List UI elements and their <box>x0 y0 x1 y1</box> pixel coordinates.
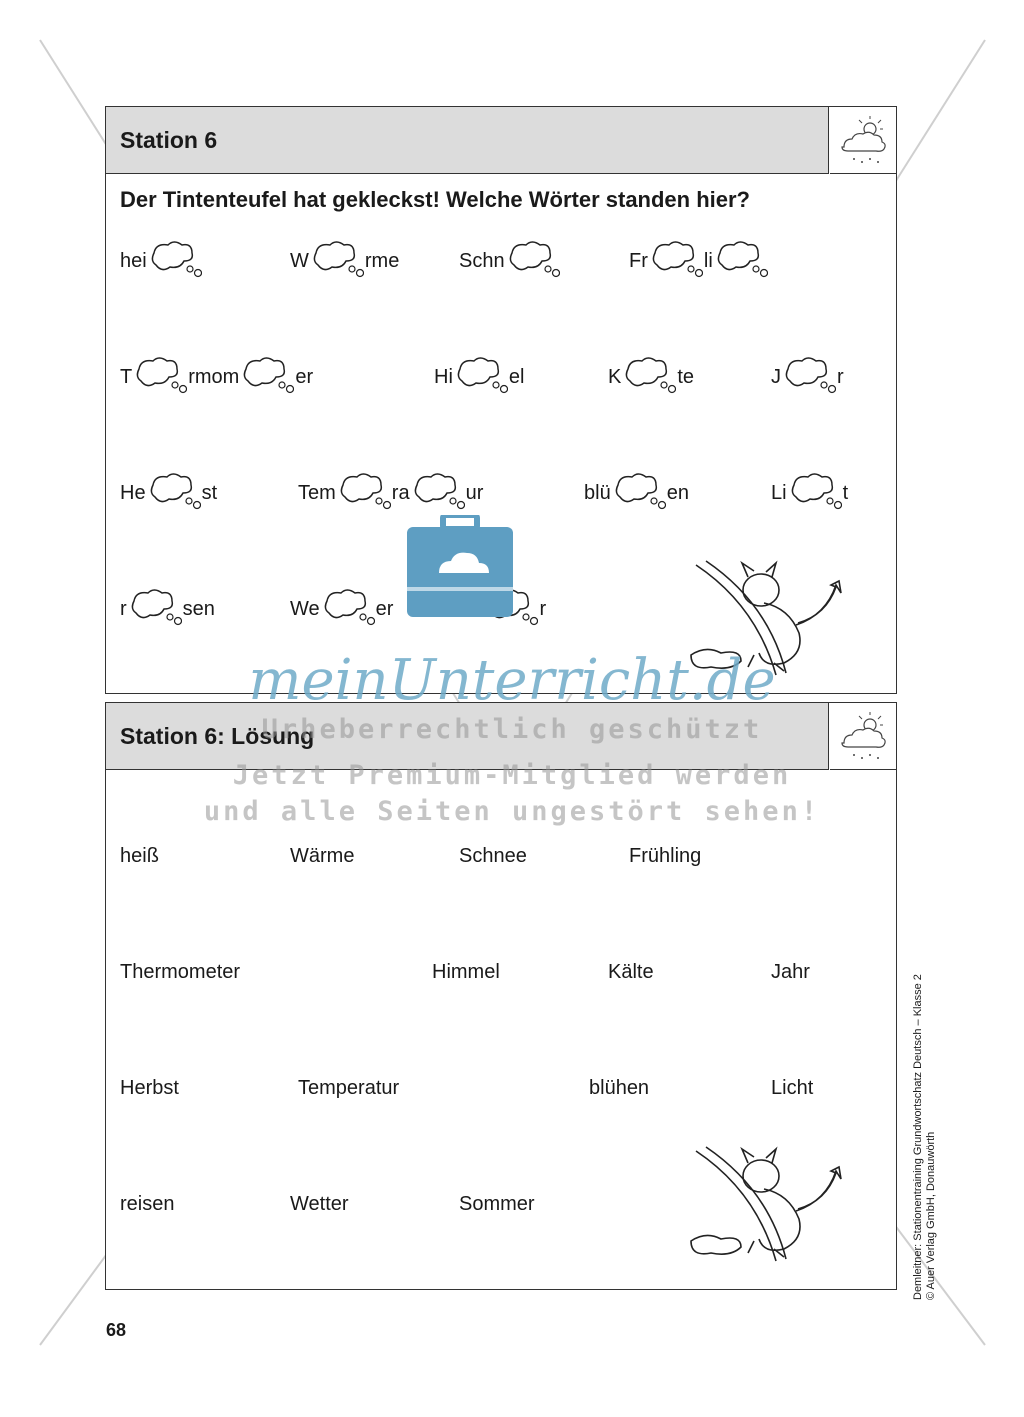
ink-blot-icon <box>239 355 295 399</box>
ink-devil-illustration <box>686 1141 856 1271</box>
word-fragment: Fr <box>629 249 648 272</box>
ink-blot-icon <box>127 587 183 631</box>
gap-word <box>459 239 561 283</box>
word-fragment: We <box>290 597 320 620</box>
solution-word: Wärme <box>290 845 355 867</box>
watermark-line: Urheberrechtlich geschützt <box>261 714 763 745</box>
word-fragment: r <box>120 597 127 620</box>
solution-word: reisen <box>120 1193 175 1215</box>
word-fragment: r <box>837 365 844 388</box>
word-fragment: er <box>375 597 394 620</box>
station-header <box>106 107 829 174</box>
weather-icon <box>830 107 896 174</box>
gap-word <box>608 355 694 399</box>
watermark-line: Jetzt Premium-Mitglied werden <box>232 760 792 791</box>
solution-word: heiß <box>120 845 159 867</box>
copyright-side-text <box>912 880 938 1300</box>
word-fragment: t <box>842 481 849 504</box>
page-number: 68 <box>106 1320 127 1340</box>
gap-word <box>298 471 483 515</box>
solution-word: Wetter <box>290 1193 349 1215</box>
ink-blot-icon <box>147 239 203 283</box>
briefcase-cloud-icon <box>405 515 515 620</box>
ink-blot-icon <box>781 355 837 399</box>
solution-word: Himmel <box>432 961 500 983</box>
word-fragment: te <box>677 365 695 388</box>
solution-word: Kälte <box>608 961 654 983</box>
solution-word: Herbst <box>120 1077 179 1099</box>
word-fragment: Hi <box>434 365 453 388</box>
solution-word: Sommer <box>459 1193 535 1215</box>
watermark-line: und alle Seiten ungestört sehen! <box>203 796 821 827</box>
word-fragment: ra <box>391 481 410 504</box>
gap-word <box>290 239 399 283</box>
gap-word <box>771 471 848 515</box>
solution-word: Schnee <box>459 845 527 867</box>
gap-word <box>120 355 313 399</box>
copyright-line: © Auer Verlag GmbH, Donauwörth <box>925 1131 937 1300</box>
word-fragment: W <box>290 249 309 272</box>
solution-title: Station 6: Lösung <box>120 723 315 749</box>
solution-word: Frühling <box>629 845 702 867</box>
ink-blot-icon <box>648 239 704 283</box>
word-fragment: r <box>539 597 547 620</box>
word-fragment: el <box>508 365 525 388</box>
word-fragment: sen <box>182 597 215 620</box>
word-fragment: blü <box>584 481 611 504</box>
gap-word <box>584 471 689 515</box>
gap-word <box>629 239 769 283</box>
ink-blot-icon <box>336 471 392 515</box>
station-title: Station 6 <box>120 127 218 153</box>
gap-word <box>120 587 215 631</box>
word-fragment: li <box>703 249 713 272</box>
word-fragment: rmom <box>188 365 240 388</box>
task-text: Der Tintenteufel hat gekleckst! Welche Wörter standen hier? <box>120 187 750 212</box>
ink-blot-icon <box>713 239 769 283</box>
solution-word: Licht <box>771 1077 814 1099</box>
word-fragment: J <box>771 365 781 388</box>
word-fragment: K <box>608 365 622 388</box>
word-fragment: st <box>201 481 218 504</box>
gap-word <box>771 355 844 399</box>
ink-blot-icon <box>505 239 561 283</box>
solution-word: Jahr <box>771 961 810 983</box>
gap-word <box>120 239 203 283</box>
word-fragment: He <box>120 481 146 504</box>
ink-blot-icon <box>787 471 843 515</box>
word-fragment: T <box>120 365 133 388</box>
watermark-logo: meinUnterricht.de <box>248 648 776 713</box>
word-fragment: hei <box>120 249 147 272</box>
ink-blot-icon <box>621 355 677 399</box>
word-fragment: Li <box>771 481 787 504</box>
ink-blot-icon <box>132 355 188 399</box>
ink-blot-icon <box>309 239 365 283</box>
ink-blot-icon <box>611 471 667 515</box>
solution-word: Thermometer <box>120 961 241 983</box>
word-fragment: er <box>295 365 314 388</box>
word-fragment: rme <box>364 249 400 272</box>
word-fragment: Schn <box>459 249 505 272</box>
word-fragment: en <box>666 481 689 504</box>
solution-word: Temperatur <box>298 1077 400 1099</box>
word-fragment: Tem <box>298 481 336 504</box>
ink-blot-icon <box>146 471 202 515</box>
solution-word: blühen <box>589 1077 650 1099</box>
gap-word <box>290 587 393 631</box>
gap-word <box>434 355 524 399</box>
gap-word <box>120 471 217 515</box>
ink-blot-icon <box>410 471 466 515</box>
ink-blot-icon <box>320 587 376 631</box>
word-fragment: ur <box>465 481 484 504</box>
source-line: Demleitner: Stationentraining Grundwortschatz Deutsch – Klasse 2 <box>912 974 924 1300</box>
ink-blot-icon <box>453 355 509 399</box>
